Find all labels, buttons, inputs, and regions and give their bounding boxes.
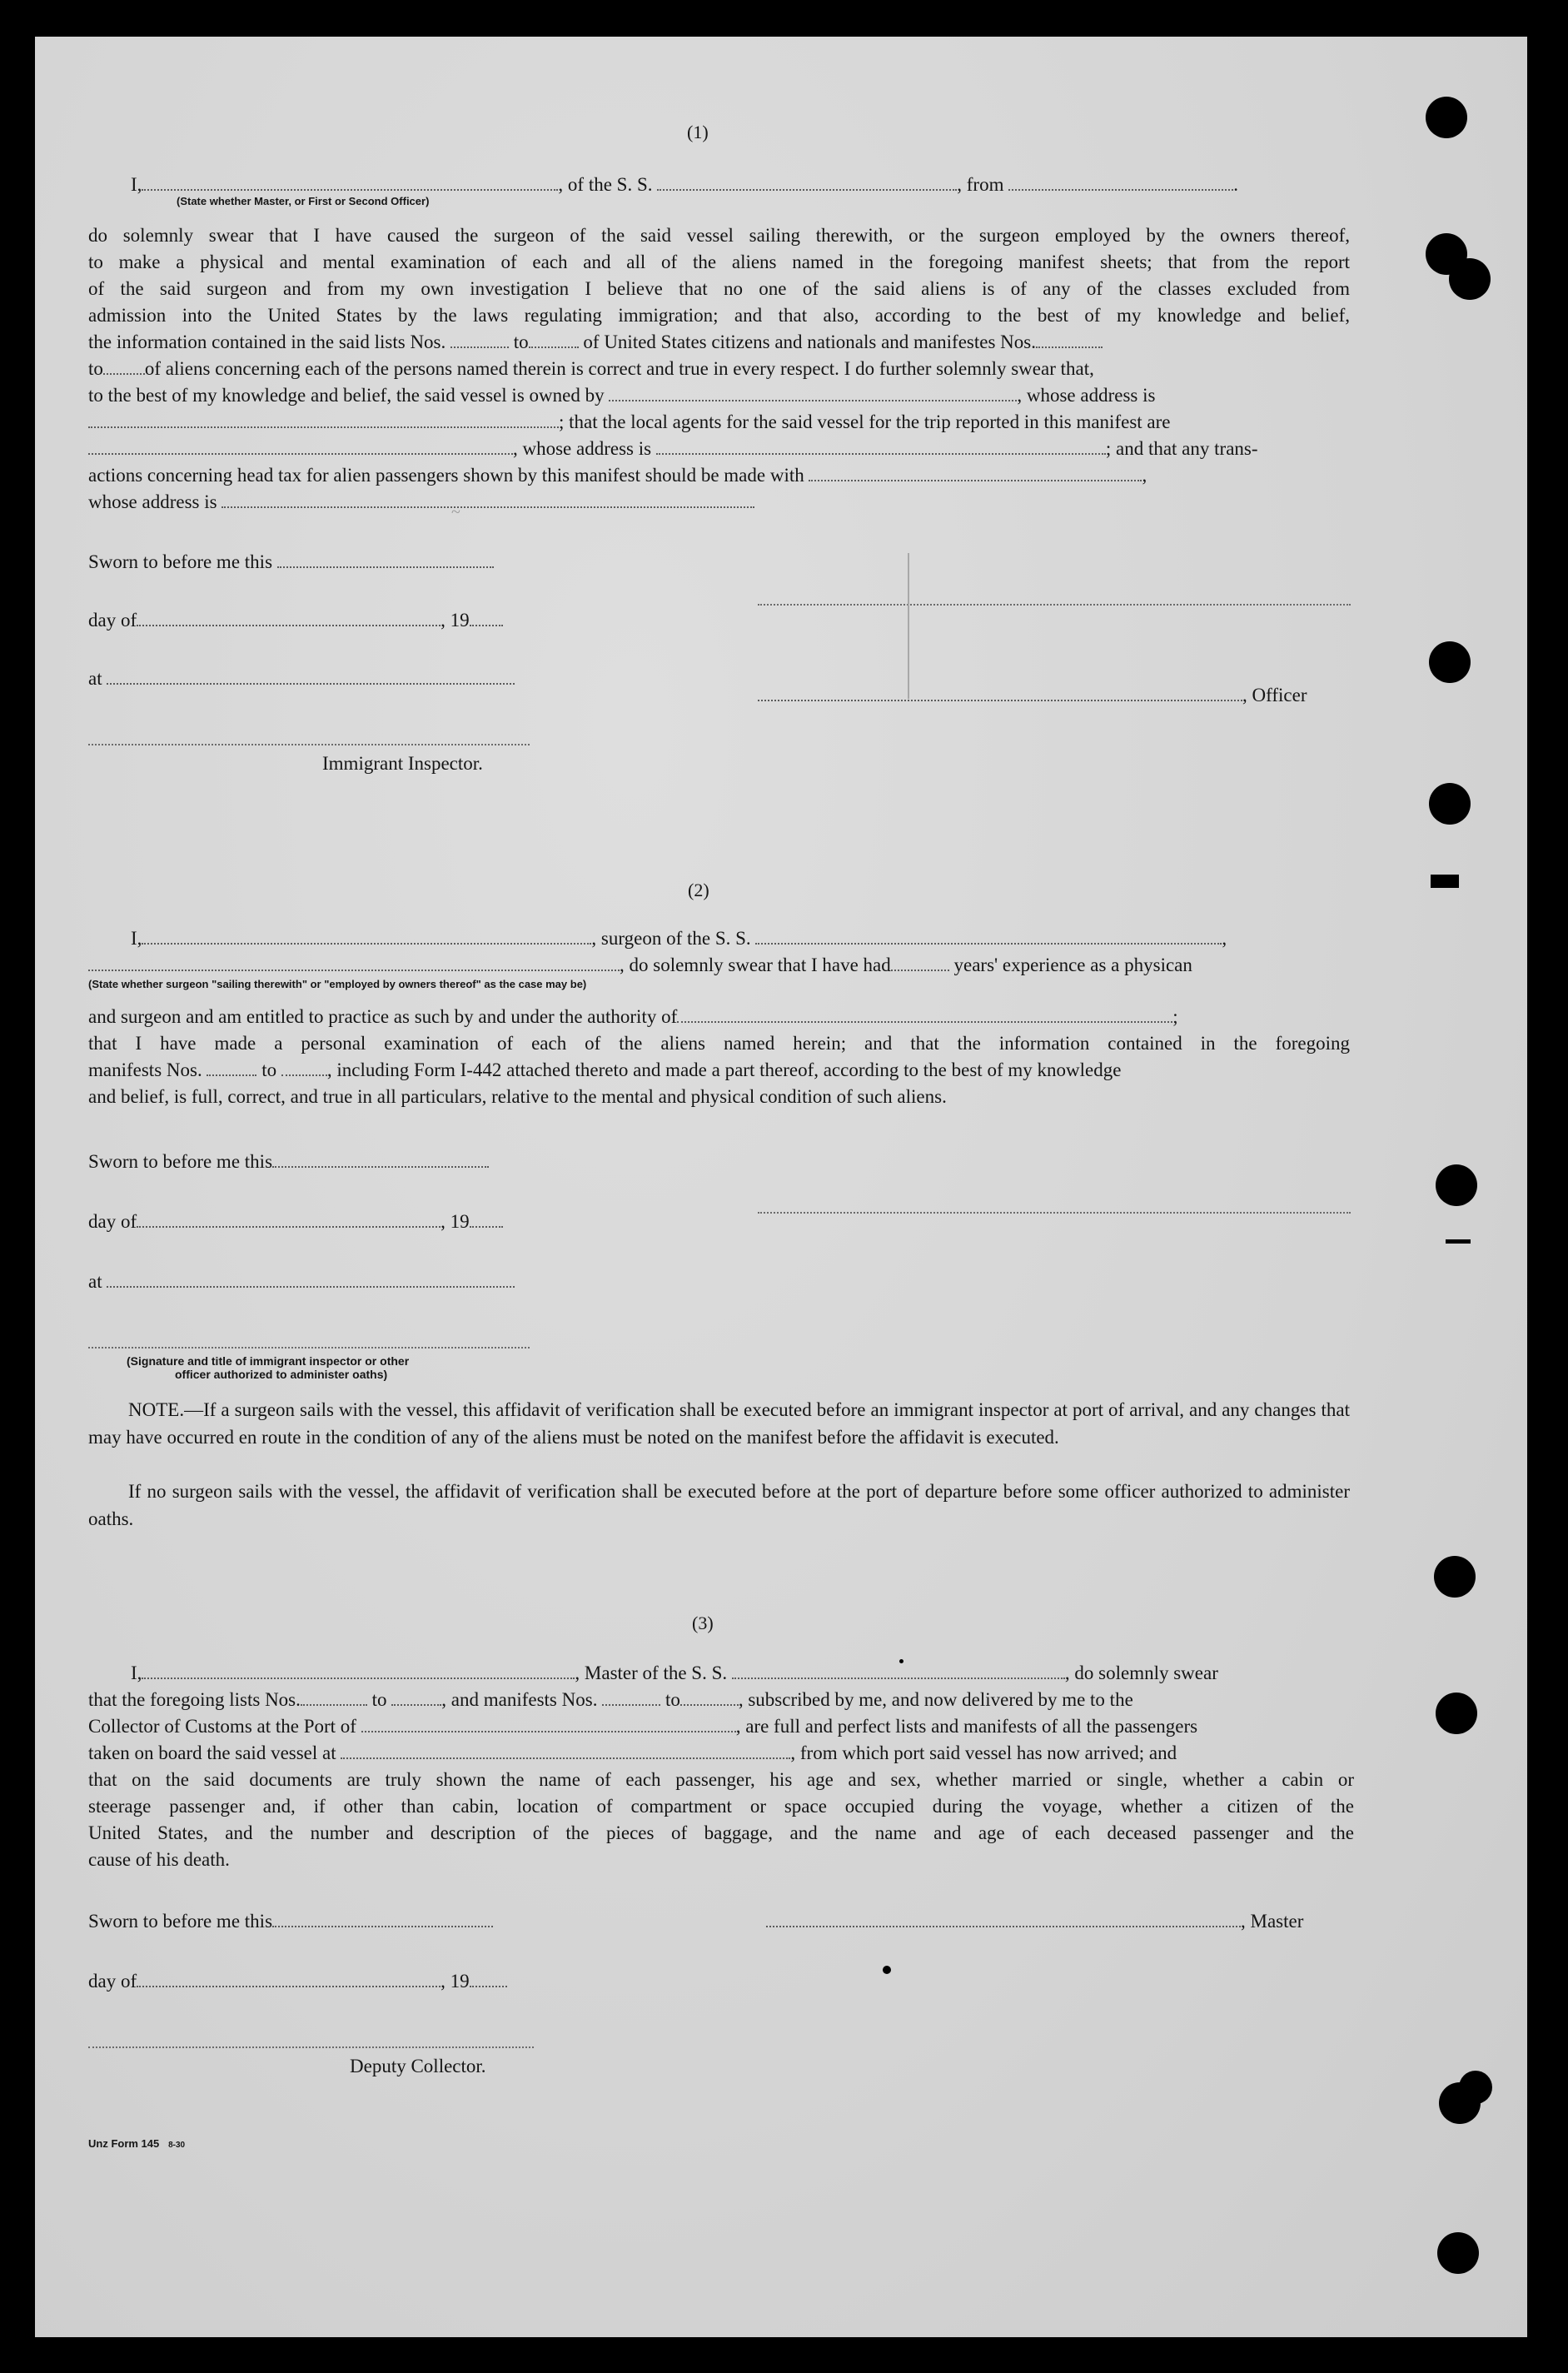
section1-officer-caption: (State whether Master, or First or Second Officer) <box>177 195 430 207</box>
section3-master-line: I, , Master of the S. S. , do solemnly swear <box>131 1663 1218 1683</box>
years-field[interactable] <box>891 969 949 971</box>
punch-hole <box>1459 2071 1492 2104</box>
agent-address-field[interactable] <box>656 452 1106 455</box>
manifests-to-field[interactable] <box>103 372 145 375</box>
s3-year-field[interactable] <box>470 1985 507 1987</box>
section3-day-line: day of , 19 <box>88 1971 507 1992</box>
sig-caption-line2: officer authorized to administer oaths) <box>175 1368 388 1381</box>
inspector-signature-line[interactable] <box>88 743 530 745</box>
section1-master-line: I, , of the S. S. , from . <box>131 174 1238 195</box>
punch-hole <box>1449 258 1491 300</box>
port-field[interactable] <box>361 1730 736 1732</box>
year-field[interactable] <box>470 624 503 626</box>
s2-sworn-place-field[interactable] <box>107 1285 515 1288</box>
section3-master-sig-line: , Master <box>766 1911 1303 1932</box>
surgeon-status-field[interactable] <box>88 969 620 971</box>
form-number: Unz Form 145 8-30 <box>88 2137 186 2150</box>
section2-surgeon-line: I, , surgeon of the S. S. , <box>131 928 1227 949</box>
section2-body-line: that I have made a personal examination of each of the aliens named herein; and that the information contained in the foregoing <box>88 1033 1350 1054</box>
owner-field[interactable] <box>609 399 1017 401</box>
section1-body-line: do solemnly swear that I have caused the surgeon of the said vessel sailing therewith, or the surgeon employed by the owners thereof, <box>88 225 1350 246</box>
note-paragraph: If no surgeon sails with the vessel, the affidavit of verification shall be executed before at the port of departure before some officer authorized to administer oaths. <box>88 1481 1350 1529</box>
s2-manifests-from-field[interactable] <box>207 1074 256 1076</box>
section2-surgeon-caption: (State whether surgeon "sailing therewith" or "employed by owners thereof" as the case may be) <box>88 978 587 990</box>
s3-lists-from-field[interactable] <box>301 1703 367 1706</box>
section1-contact-address-line: whose address is <box>88 491 754 513</box>
section2-experience-line: , do solemnly swear that I have had years' experience as a physican <box>88 955 1192 976</box>
section3-body-line: United States, and the number and description of the pieces of baggage, and the name and age of each deceased passenger and the <box>88 1822 1354 1843</box>
section3-sworn-line: Sworn to before me this <box>88 1911 493 1932</box>
section1-lists-line: the information contained in the said lists Nos. to of United States citizens and nationals and manifestes Nos. <box>88 332 1103 353</box>
punch-hole <box>1429 641 1471 683</box>
section1-body-line: admission into the United States by the laws regulating immigration; and that also, according to the best of my knowledge and belief, <box>88 305 1350 326</box>
ink-dot <box>899 1659 903 1663</box>
deputy-signature-line[interactable] <box>88 2046 534 2048</box>
s2-year-field[interactable] <box>470 1225 503 1228</box>
section1-body-line: of the said surgeon and from my own investigation I believe that no one of the said aliens is of any of the classes excluded from <box>88 278 1350 299</box>
sworn-place-field[interactable] <box>107 682 515 685</box>
officer-signature-field[interactable] <box>758 699 1242 701</box>
section2-heading: (2) <box>688 880 709 900</box>
section3-body-line: that on the said documents are truly shown the name of each passenger, his age and sex, whether married or single, whether a cabin or <box>88 1769 1354 1790</box>
s3-manifests-from-field[interactable] <box>602 1703 660 1706</box>
lists-to-field[interactable] <box>529 346 579 348</box>
vessel-name-field[interactable] <box>657 188 957 191</box>
master-signature-line[interactable] <box>758 603 1351 606</box>
section1-agent-address-line: , whose address is ; and that any trans- <box>88 438 1258 460</box>
s3-sworn-date-field[interactable] <box>272 1925 493 1927</box>
s2-day-of-field[interactable] <box>137 1225 441 1228</box>
punch-hole <box>1436 1164 1477 1206</box>
s3-vessel-field[interactable] <box>732 1677 1065 1679</box>
crease-mark <box>908 553 909 699</box>
s3-day-of-field[interactable] <box>137 1985 441 1987</box>
section1-headtax-line: actions concerning head tax for alien passengers shown by this manifest should be made with , <box>88 465 1147 486</box>
s3-master-signature-field[interactable] <box>766 1925 1241 1927</box>
section2-sworn-line: Sworn to before me this <box>88 1151 489 1173</box>
section2-body-line: and belief, is full, correct, and true in all particulars, relative to the mental and physical condition of such aliens. <box>88 1086 947 1107</box>
from-port-field[interactable] <box>1008 188 1233 191</box>
local-agents-field[interactable] <box>88 452 513 455</box>
head-tax-address-field[interactable] <box>222 506 754 508</box>
surgeon-signature-line[interactable] <box>758 1211 1351 1214</box>
form-page <box>35 37 1527 2337</box>
section2-authority-line: and surgeon and am entitled to practice as such by and under the authority of ; <box>88 1006 1178 1027</box>
torn-edge-mark <box>1431 875 1459 888</box>
section1-at-line: at <box>88 668 515 690</box>
sig-caption-line1: (Signature and title of immigrant inspector or other <box>127 1354 410 1368</box>
sworn-date-field[interactable] <box>277 566 494 568</box>
s2-manifests-to-field[interactable] <box>281 1074 327 1076</box>
master-name-field[interactable] <box>142 188 558 191</box>
inspector-caption: Immigrant Inspector. <box>322 753 483 774</box>
deputy-caption: Deputy Collector. <box>350 2056 486 2076</box>
s3-master-name-field[interactable] <box>142 1677 575 1679</box>
punch-hole <box>1429 783 1471 825</box>
section1-agents-line: ; that the local agents for the said vessel for the trip reported in this manifest are <box>88 411 1170 433</box>
note-paragraph: NOTE.—If a surgeon sails with the vessel, this affidavit of verification shall be executed before an immigrant inspector at port of arrival, and any changes that may have occurred en route in the condition of any of the aliens must be noted on the manifest before the affidavit is executed. <box>88 1399 1350 1448</box>
section1-day-line: day of , 19 <box>88 610 503 631</box>
section3-port-line: Collector of Customs at the Port of , are full and perfect lists and manifests of all the passengers <box>88 1716 1198 1737</box>
s2-inspector-signature-line[interactable] <box>88 1346 530 1349</box>
section3-body-line: steerage passenger and, if other than cabin, location of compartment or space occupied during the voyage, whether a citizen of the <box>88 1796 1354 1817</box>
section1-body-line: to make a physical and mental examination of each and all of the aliens named in the foregoing manifest sheets; that from the report <box>88 252 1350 272</box>
s3-manifests-to-field[interactable] <box>680 1703 739 1706</box>
surgeon-vessel-field[interactable] <box>755 942 1222 945</box>
surgeon-name-field[interactable] <box>142 942 591 945</box>
section1-owner-line: to the best of my knowledge and belief, the said vessel is owned by , whose address is <box>88 385 1156 406</box>
punch-hole <box>1426 97 1467 138</box>
torn-edge-mark <box>1446 1239 1471 1244</box>
section2-manifests-line: manifests Nos. to , including Form I-442 attached thereto and made a part thereof, according to the best of my knowledge <box>88 1059 1122 1080</box>
section2-at-line: at <box>88 1271 515 1293</box>
section1-aliens-line: to of aliens concerning each of the persons named therein is correct and true in every respect. I do further solemnly swear that, <box>88 358 1094 379</box>
section2-day-line: day of , 19 <box>88 1211 503 1233</box>
section1-officer-line: , Officer <box>758 685 1307 706</box>
authority-field[interactable] <box>677 1020 1172 1023</box>
section1-heading: (1) <box>687 122 709 142</box>
section1-sworn-line: Sworn to before me this <box>88 551 494 573</box>
lists-from-field[interactable] <box>450 346 509 348</box>
section3-body-line: cause of his death. <box>88 1849 230 1870</box>
ink-smudge: ~ <box>451 503 460 521</box>
section3-heading: (3) <box>692 1613 714 1633</box>
s2-sworn-date-field[interactable] <box>272 1165 489 1168</box>
owner-address-field[interactable] <box>88 426 559 428</box>
punch-hole <box>1436 1693 1477 1734</box>
punch-hole <box>1437 2232 1479 2274</box>
s3-lists-to-field[interactable] <box>391 1703 441 1706</box>
head-tax-contact-field[interactable] <box>809 479 1142 481</box>
manifests-from-field[interactable] <box>1036 346 1103 348</box>
section3-boarded-line: taken on board the said vessel at , from which port said vessel has now arrived; and <box>88 1742 1177 1763</box>
ink-dot <box>883 1966 891 1974</box>
boarding-port-field[interactable] <box>341 1757 790 1759</box>
section3-lists-line: that the foregoing lists Nos. to , and manifests Nos. to , subscribed by me, and now delivered by me to the <box>88 1689 1133 1710</box>
day-of-field[interactable] <box>137 624 441 626</box>
punch-hole <box>1434 1556 1476 1598</box>
